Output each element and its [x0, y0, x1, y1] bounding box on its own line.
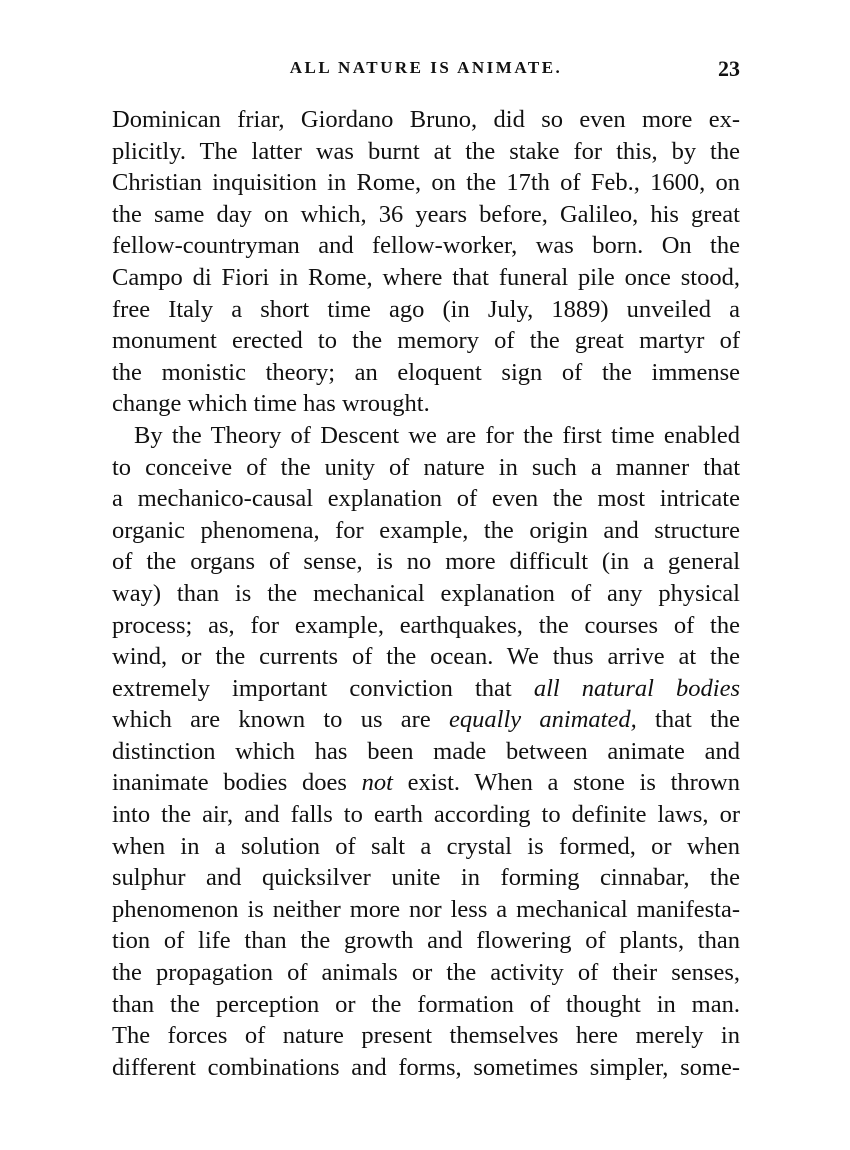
text-line: change which time has wrought.: [112, 390, 430, 418]
text-line: [112, 767, 740, 799]
italic-run: equally animated,: [449, 706, 637, 734]
text-line: [112, 704, 740, 736]
text-line: than the perception or the formation of thought in man.: [112, 990, 740, 1018]
text-line: to conceive of the unity of nature in such a manner that: [112, 453, 740, 481]
text-line: into the air, and falls to earth according to definite laws, or: [112, 801, 740, 829]
text-run: extremely important conviction that: [112, 674, 534, 702]
text-line: fellow-countryman and fellow-worker, was born. On the: [112, 232, 740, 260]
body-text: [112, 104, 740, 1083]
text-line: distinction which has been made between animate and: [112, 737, 740, 765]
running-title: ALL NATURE IS ANIMATE.: [289, 58, 563, 77]
paragraph-1: [112, 104, 740, 420]
text-line: Christian inquisition in Rome, on the 17th of Feb., 1600, on: [112, 169, 740, 197]
text-line: plicitly. The latter was burnt at the stake for this, by the: [112, 137, 740, 165]
text-line: different combinations and forms, sometimes simpler, some-: [112, 1053, 740, 1081]
text-run: that the: [636, 706, 740, 734]
text-line: the monistic theory; an eloquent sign of the immense: [112, 358, 740, 386]
text-run: inanimate bodies does: [112, 769, 362, 797]
text-line: free Italy a short time ago (in July, 1889) unveiled a: [112, 295, 740, 323]
text-line: a mechanico-causal explanation of even the most intricate: [112, 485, 740, 513]
text-line: The forces of nature present themselves here merely in: [112, 1022, 740, 1050]
text-line: the propagation of animals or the activity of their senses,: [112, 959, 740, 987]
text-line: By the Theory of Descent we are for the first time enabled: [134, 421, 740, 449]
text-line: Campo di Fiori in Rome, where that funeral pile once stood,: [112, 263, 740, 291]
italic-run: all natural bodies: [533, 674, 741, 702]
text-run: exist. When a stone is thrown: [392, 769, 741, 797]
text-line: tion of life than the growth and flowering of plants, than: [112, 927, 740, 955]
page-number: 23: [718, 56, 740, 81]
italic-run: not: [361, 769, 393, 797]
text-line: of the organs of sense, is no more difficult (in a general: [112, 548, 740, 576]
text-line: organic phenomena, for example, the origin and structure: [112, 516, 740, 544]
text-line: process; as, for example, earthquakes, the courses of the: [112, 611, 740, 639]
text-line: sulphur and quicksilver unite in forming cinnabar, the: [112, 864, 740, 892]
text-line: wind, or the currents of the ocean. We thus arrive at the: [112, 643, 740, 671]
text-line: way) than is the mechanical explanation of any physical: [112, 579, 740, 607]
text-run: which are known to us are: [112, 706, 450, 734]
running-header: [112, 58, 740, 88]
text-line: Dominican friar, Giordano Bruno, did so even more ex-: [112, 106, 740, 133]
text-line: when in a solution of salt a crystal is formed, or when: [112, 832, 740, 860]
text-line: [112, 673, 740, 705]
text-line: the same day on which, 36 years before, Galileo, his great: [112, 200, 740, 228]
text-line: monument erected to the memory of the great martyr of: [112, 327, 740, 355]
text-line: phenomenon is neither more nor less a mechanical manifesta-: [112, 895, 740, 923]
paragraph-2: [112, 420, 740, 1083]
